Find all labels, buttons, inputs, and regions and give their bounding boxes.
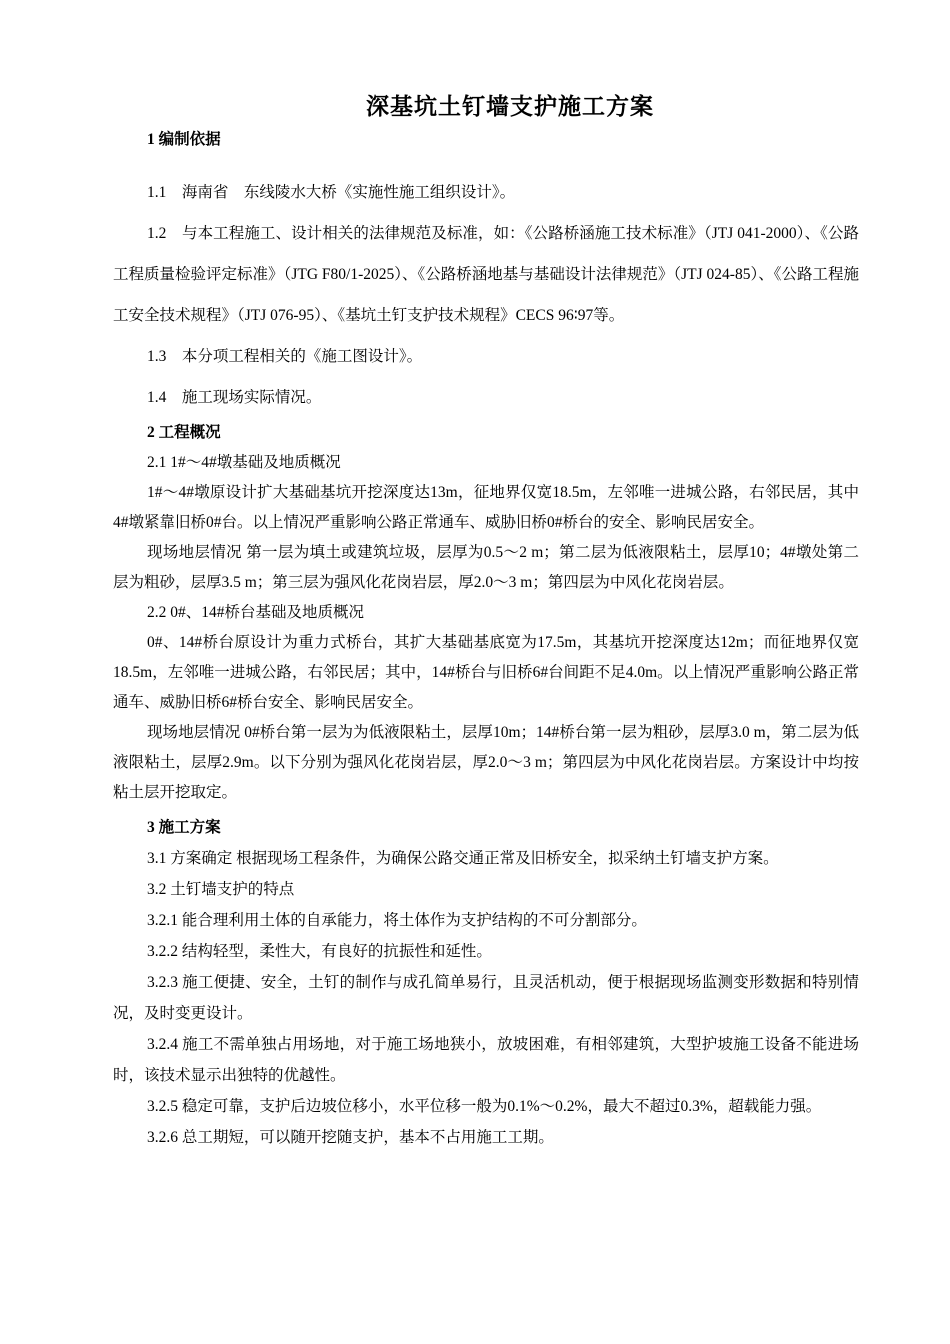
section-3-heading: 3 施工方案 <box>147 819 221 836</box>
paragraph-3-2-4: 3.2.4 施工不需单独占用场地，对于施工场地狭小，放坡困难，有相邻建筑，大型护坡施工设备不能进场时，该技术显示出独特的优越性。 <box>113 1036 859 1084</box>
subsection-2-2-heading: 2.2 0#、14#桥台基础及地质概况 <box>147 604 365 621</box>
paragraph-3-2-3: 3.2.3 施工便捷、安全，土钉的制作与成孔简单易行，且灵活机动，便于根据现场监测变形数据和特别情况，及时变更设计。 <box>113 974 859 1022</box>
paragraph-2-1-a: 1#～4#墩原设计扩大基础基坑开挖深度达13m，征地界仅宽18.5m，左邻唯一进城公路，右邻民居，其中4#墩紧靠旧桥0#台。以上情况严重影响公路正常通车、威胁旧桥0#桥台的安全、影响民居安全。 <box>113 484 859 531</box>
subsection-3-2-heading: 3.2 土钉墙支护的特点 <box>147 881 295 898</box>
paragraph-3-2-6: 3.2.6 总工期短，可以随开挖随支护，基本不占用施工工期。 <box>147 1129 554 1146</box>
paragraph-1-2: 1.2 与本工程施工、设计相关的法律规范及标准，如：《公路桥涵施工技术标准》（JTJ 041-2000）、《公路工程质量检验评定标准》（JTG F80/1-2025）、《公路桥涵地基与基础设计法律规范》（JTJ 024-85）、《公路工程施工安全技术规程》（JTJ 076-95）、《基坑土钉支护技术规程》CECS 96∶97等。 <box>113 225 859 324</box>
paragraph-2-1-b: 现场地层情况 第一层为填土或建筑垃圾，层厚为0.5～2 m；第二层为低液限粘土，层厚10；4#墩处第二层为粗砂，层厚3.5 m；第三层为强风化花岗岩层，厚2.0～3 m；第四层为中风化花岗岩层。 <box>113 544 859 591</box>
paragraph-1-4: 1.4 施工现场实际情况。 <box>147 389 322 406</box>
document-title: 深基坑土钉墙支护施工方案 <box>366 94 654 119</box>
paragraph-3-2-5: 3.2.5 稳定可靠，支护后边坡位移小，水平位移一般为0.1%～0.2%，最大不超过0.3%，超载能力强。 <box>147 1098 822 1115</box>
paragraph-2-2-a: 0#、14#桥台原设计为重力式桥台，其扩大基础基底宽为17.5m，其基坑开挖深度达12m；而征地界仅宽18.5m，左邻唯一进城公路，右邻民居；其中，14#桥台与旧桥6#台间距不足4.0m。以上情况严重影响公路正常通车、威胁旧桥6#桥台安全、影响民居安全。 <box>113 634 859 711</box>
document-body <box>113 128 859 1153</box>
paragraph-1-3: 1.3 本分项工程相关的《施工图设计》。 <box>147 348 423 365</box>
paragraph-1-1: 1.1 海南省 东线陵水大桥《实施性施工组织设计》。 <box>147 184 516 201</box>
paragraph-3-2-2: 3.2.2 结构轻型，柔性大，有良好的抗振性和延性。 <box>147 943 492 960</box>
paragraph-2-2-b: 现场地层情况 0#桥台第一层为为低液限粘土，层厚10m；14#桥台第一层为粗砂，层厚3.0 m，第二层为低液限粘土，层厚2.9m。以下分别为强风化花岗岩层，厚2.0～3 m；第四层为中风化花岗岩层。方案设计中均按粘土层开挖取定。 <box>113 724 859 801</box>
section-1-heading: 1 编制依据 <box>147 131 221 148</box>
paragraph-3-2-1: 3.2.1 能合理利用土体的自承能力，将土体作为支护结构的不可分割部分。 <box>147 912 647 929</box>
paragraph-3-1: 3.1 方案确定 根据现场工程条件，为确保公路交通正常及旧桥安全，拟采纳土钉墙支护方案。 <box>147 850 779 867</box>
section-2-heading: 2 工程概况 <box>147 424 221 441</box>
subsection-2-1-heading: 2.1 1#～4#墩基础及地质概况 <box>147 454 341 471</box>
